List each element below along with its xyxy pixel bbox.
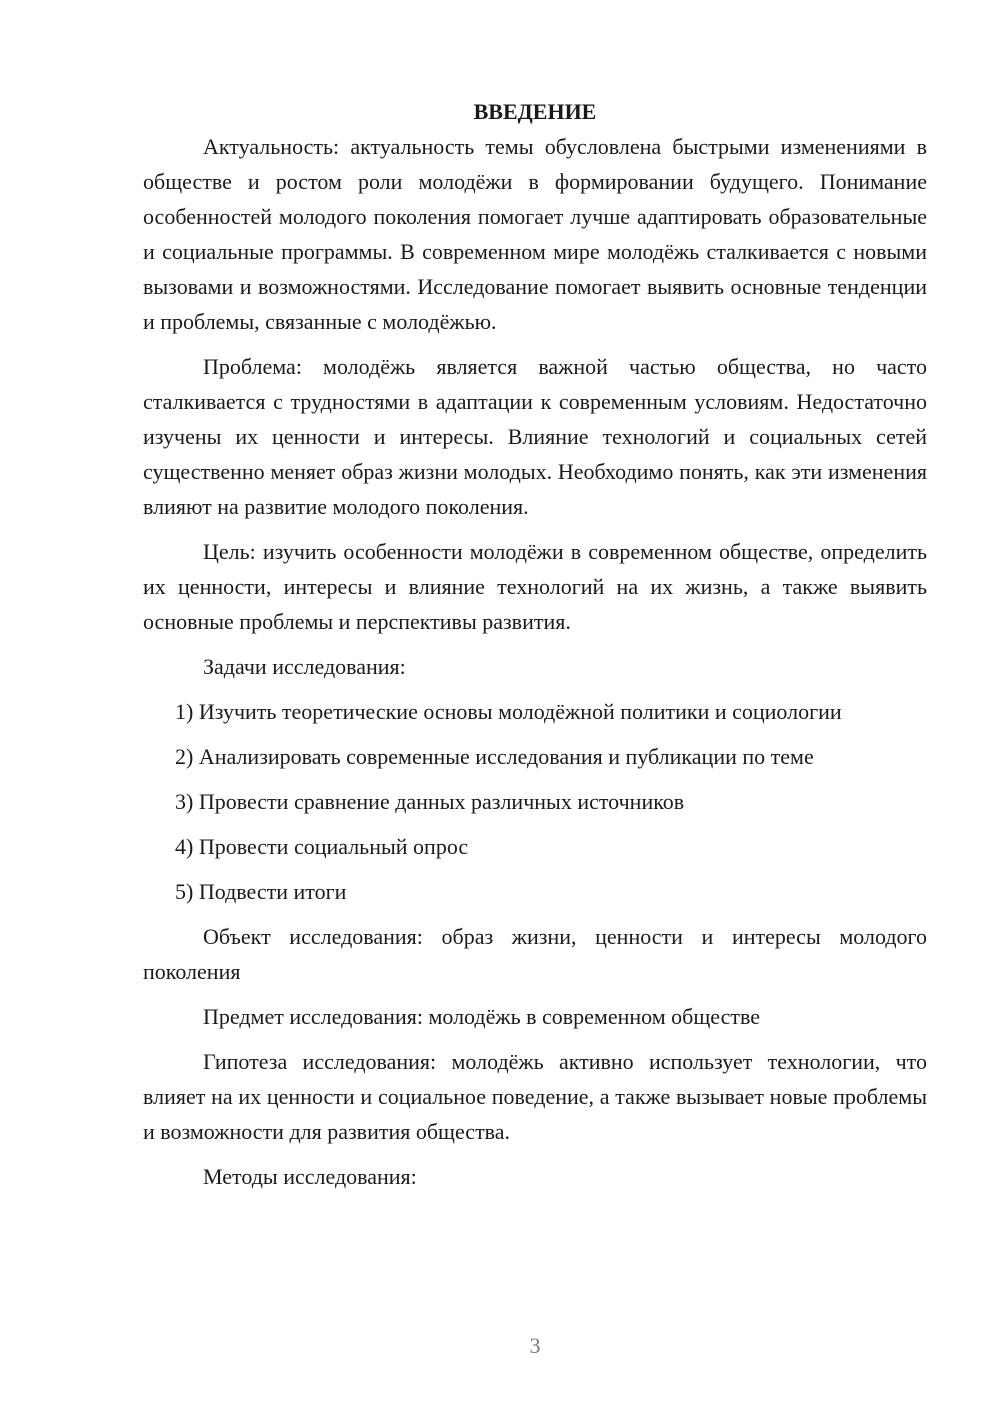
task-item-4: 4) Провести социальный опрос [175, 834, 469, 859]
task-item-3: 3) Провести сравнение данных различных источников [175, 789, 685, 814]
task-item-2: 2) Анализировать современные исследования и публикации по теме [175, 744, 814, 769]
page-content [143, 94, 927, 1204]
problem-paragraph: Проблема: молодёжь является важной частью общества, но часто сталкивается с трудностями в адаптации к современным условиям. Недостаточно изучены их ценности и интересы. Влияние технологий и социальных сетей существенно меняет образ жизни молодых. Необходимо понять, как эти изменения влияют на развитие молодого поколения. [143, 354, 927, 519]
task-item-5: 5) Подвести итоги [175, 879, 347, 904]
section-title: ВВЕДЕНИЕ [473, 99, 597, 124]
goal-paragraph: Цель: изучить особенности молодёжи в современном обществе, определить их ценности, интересы и влияние технологий на их жизнь, а также выявить основные проблемы и перспективы развития. [143, 539, 927, 634]
task-item-1: 1) Изучить теоретические основы молодёжной политики и социологии [175, 699, 842, 724]
relevance-paragraph: Актуальность: актуальность темы обусловлена быстрыми изменениями в обществе и ростом роли молодёжи в формировании будущего. Понимание особенностей молодого поколения помогает лучше адаптировать образовательные и социальные программы. В современном мире молодёжь сталкивается с новыми вызовами и возможностями. Исследование помогает выявить основные тенденции и проблемы, связанные с молодёжью. [143, 134, 927, 334]
hypothesis-paragraph: Гипотеза исследования: молодёжь активно использует технологии, что влияет на их ценности и социальное поведение, а также вызывает новые проблемы и возможности для развития общества. [143, 1049, 927, 1144]
object-paragraph: Объект исследования: образ жизни, ценности и интересы молодого поколения [143, 924, 927, 984]
page-number: 3 [529, 1333, 541, 1358]
subject-paragraph: Предмет исследования: молодёжь в современном обществе [203, 1004, 761, 1029]
tasks-heading: Задачи исследования: [203, 654, 406, 679]
methods-heading: Методы исследования: [203, 1164, 417, 1189]
